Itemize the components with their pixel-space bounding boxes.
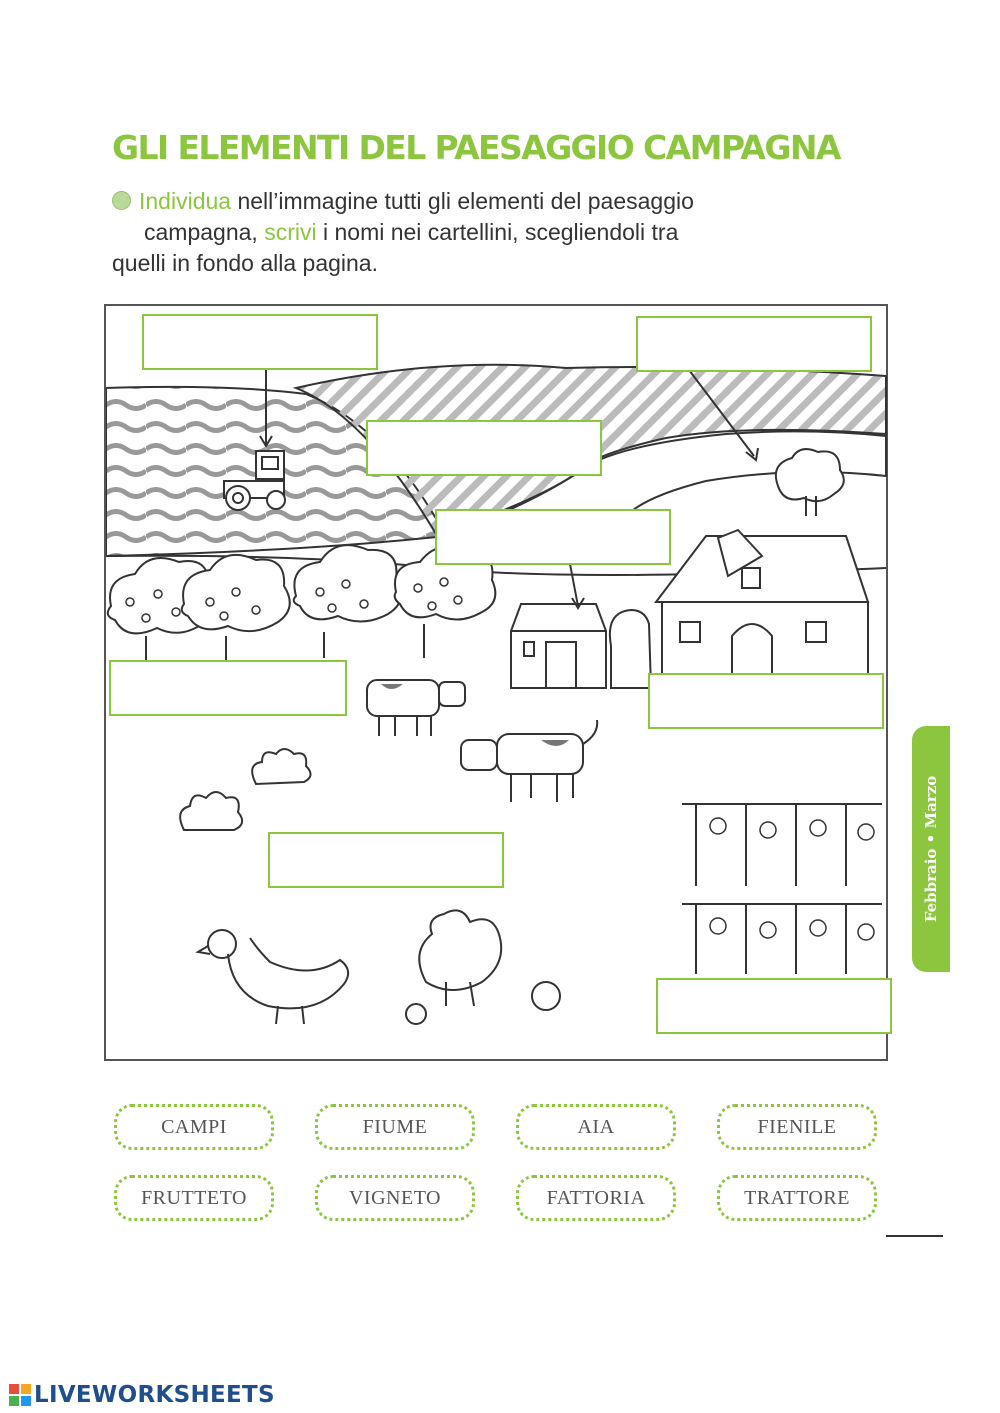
brand-name: LIVEWORKSHEETS <box>34 1382 275 1408</box>
hen-drawing <box>406 910 560 1024</box>
instructions <box>112 186 887 279</box>
farmhouse-drawing <box>656 530 868 682</box>
answer-box-7[interactable] <box>268 832 504 888</box>
instruction-line-3: quelli in fondo alla pagina. <box>112 250 378 276</box>
arrow-barn <box>570 564 584 608</box>
brand-logo <box>9 1380 275 1410</box>
answer-box-8[interactable] <box>656 978 892 1034</box>
word-card-7[interactable]: FATTORIA <box>516 1175 676 1221</box>
page-divider <box>886 1235 943 1237</box>
month-side-tab <box>912 726 950 972</box>
instruction-line-1: nell’immagine tutti gli elementi del paesaggio <box>231 188 694 214</box>
word-card-3[interactable]: AIA <box>516 1104 676 1150</box>
vineyard-drawing <box>682 804 882 974</box>
answer-box-1[interactable] <box>142 314 378 370</box>
instruction-verb-2: scrivi <box>264 219 317 245</box>
instruction-verb-1: Individua <box>139 188 232 214</box>
answer-box-6[interactable] <box>648 673 884 729</box>
word-card-1[interactable]: CAMPI <box>114 1104 274 1150</box>
word-card-4[interactable]: FIENILE <box>717 1104 877 1150</box>
month-side-tab-label: Febbraio • Marzo <box>922 775 940 923</box>
answer-box-4[interactable] <box>435 509 671 565</box>
word-card-2[interactable]: FIUME <box>315 1104 475 1150</box>
word-card-6[interactable]: VIGNETO <box>315 1175 475 1221</box>
bullet-icon <box>112 191 131 210</box>
answer-box-5[interactable] <box>109 660 347 716</box>
cow-drawing-2 <box>461 720 597 802</box>
answer-box-2[interactable] <box>636 316 872 372</box>
barn-drawing <box>511 604 651 688</box>
instruction-line-2a: campagna, <box>144 219 265 245</box>
instruction-line-2b: i nomi nei cartellini, scegliendoli tra <box>316 219 679 245</box>
answer-box-3[interactable] <box>366 420 602 476</box>
goose-drawing <box>198 930 348 1024</box>
bush-drawing <box>252 749 310 784</box>
word-card-8[interactable]: TRATTORE <box>717 1175 877 1221</box>
page-title: GLI ELEMENTI DEL PAESAGGIO CAMPAGNA <box>112 128 840 167</box>
word-card-5[interactable]: FRUTTETO <box>114 1175 274 1221</box>
cow-drawing-1 <box>367 680 465 736</box>
tree-drawing <box>776 449 844 516</box>
countryside-illustration <box>104 304 888 1061</box>
logo-icon <box>9 1384 31 1406</box>
